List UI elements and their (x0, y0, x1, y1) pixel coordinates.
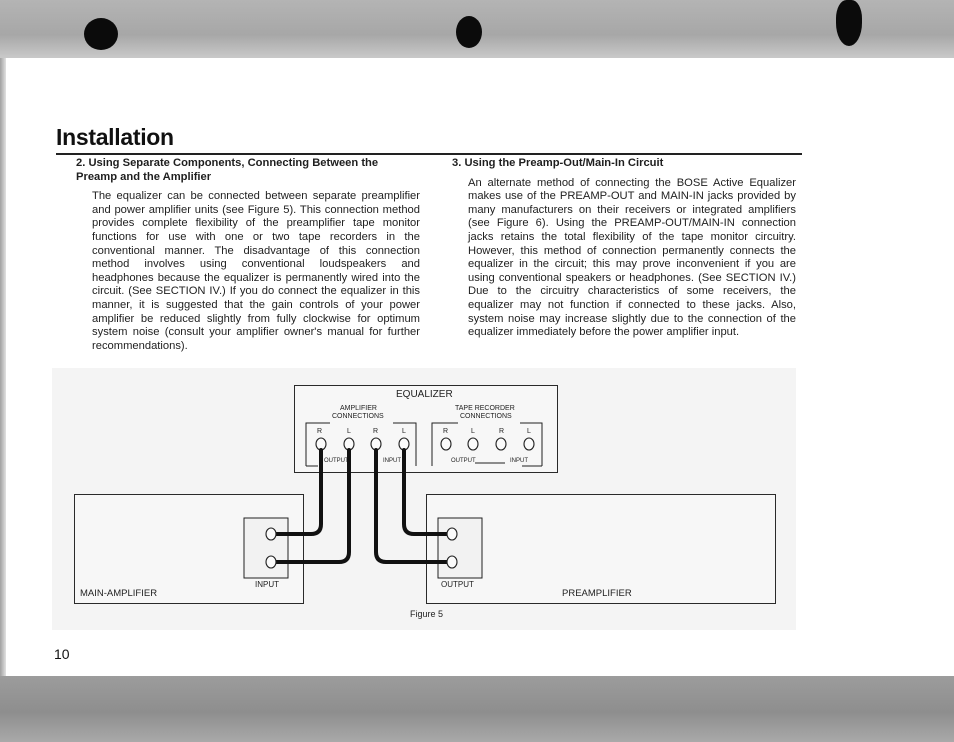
amp-jack-label: L (402, 428, 406, 435)
tape-jack-label: R (499, 428, 505, 435)
section-3-heading: 3. Using the Preamp-Out/Main-In Circuit (452, 157, 664, 169)
tape-input-label: INPUT (510, 458, 528, 464)
main-amp-jack-r (266, 528, 276, 540)
main-amp-jack-l (266, 556, 276, 568)
cables (270, 450, 450, 562)
amp-connections-label-1: AMPLIFIER (340, 405, 377, 412)
preamp-jack-r (447, 556, 457, 568)
page-title: Installation (56, 124, 174, 150)
main-amp-jack-panel (244, 518, 288, 578)
tape-input-jack-l (524, 438, 534, 450)
main-amp-input-label: INPUT (255, 580, 279, 589)
amp-jack-label: L (347, 428, 351, 435)
page-number: 10 (54, 646, 70, 662)
preamp-jack-l (447, 528, 457, 540)
equalizer-title: EQUALIZER (396, 389, 453, 400)
amp-input-label: INPUT (383, 458, 401, 464)
section-3-body: An alternate method of connecting the BOSE Active Equalizer makes use of the PREAMP-OUT and MAIN-IN jacks provided by many manufacturers on their receivers or integrated amplifiers (see Figure 6). Using the PREAMP-OUT/MAIN-IN connection jacks retains the total flexibility of the tape monitor circuitry. However, this method of connection permanently connects the equalizer in the circuit; this may prove inconvenient if you are using conventional speakers or headphones. (See SECTION IV.) Due to the circuitry characteristics of some receivers, the equalizer may not function if connected to these jacks. Also, system noise may increase slightly due to the connection of the equalizer immediately before the power amplifier input. (468, 176, 796, 339)
tape-jack-label: R (443, 428, 449, 435)
figure-caption: Figure 5 (410, 609, 444, 619)
tape-output-jack-l (468, 438, 478, 450)
amp-output-label: OUTPUT (324, 458, 349, 464)
preamp-jack-panel (438, 518, 482, 578)
preamp-output-label: OUTPUT (441, 580, 474, 589)
main-amplifier-label: MAIN-AMPLIFIER (80, 588, 158, 599)
amp-connections-label-2: CONNECTIONS (332, 413, 384, 420)
preamplifier-label: PREAMPLIFIER (562, 588, 632, 599)
amp-jack-label: R (317, 428, 323, 435)
section-2-body: The equalizer can be connected between separate preamplifier and power amplifier units (see Figure 5). This connection method provides complete flexibility of the preamplifier tape monitor functions for use with one or two tape recorders in the conventional manner. The disadvantage of this connection method involves using conventional loudspeakers and headphones because the equalizer is permanently wired into the circuit. (See SECTION IV.) If you do connect the equalizer in this manner, it is suggested that the gain controls of your power amplifier be reduced slightly from fully clockwise for optimum system noise (consult your amplifier owner's manual for further recommendations). (92, 190, 420, 352)
tape-output-jack-r (441, 438, 451, 450)
tape-output-label: OUTPUT (451, 458, 476, 464)
tape-jack-label: L (527, 428, 531, 435)
amp-jack-label: R (373, 428, 379, 435)
tape-connections-label-2: CONNECTIONS (460, 413, 512, 420)
tape-connections-label-1: TAPE RECORDER (455, 405, 515, 412)
section-2-heading: 2. Using Separate Components, Connecting Between the Preamp and the Amplifier (76, 157, 379, 183)
scan-bottom-band (0, 676, 954, 742)
tape-jack-label: L (471, 428, 475, 435)
tape-input-jack-r (496, 438, 506, 450)
